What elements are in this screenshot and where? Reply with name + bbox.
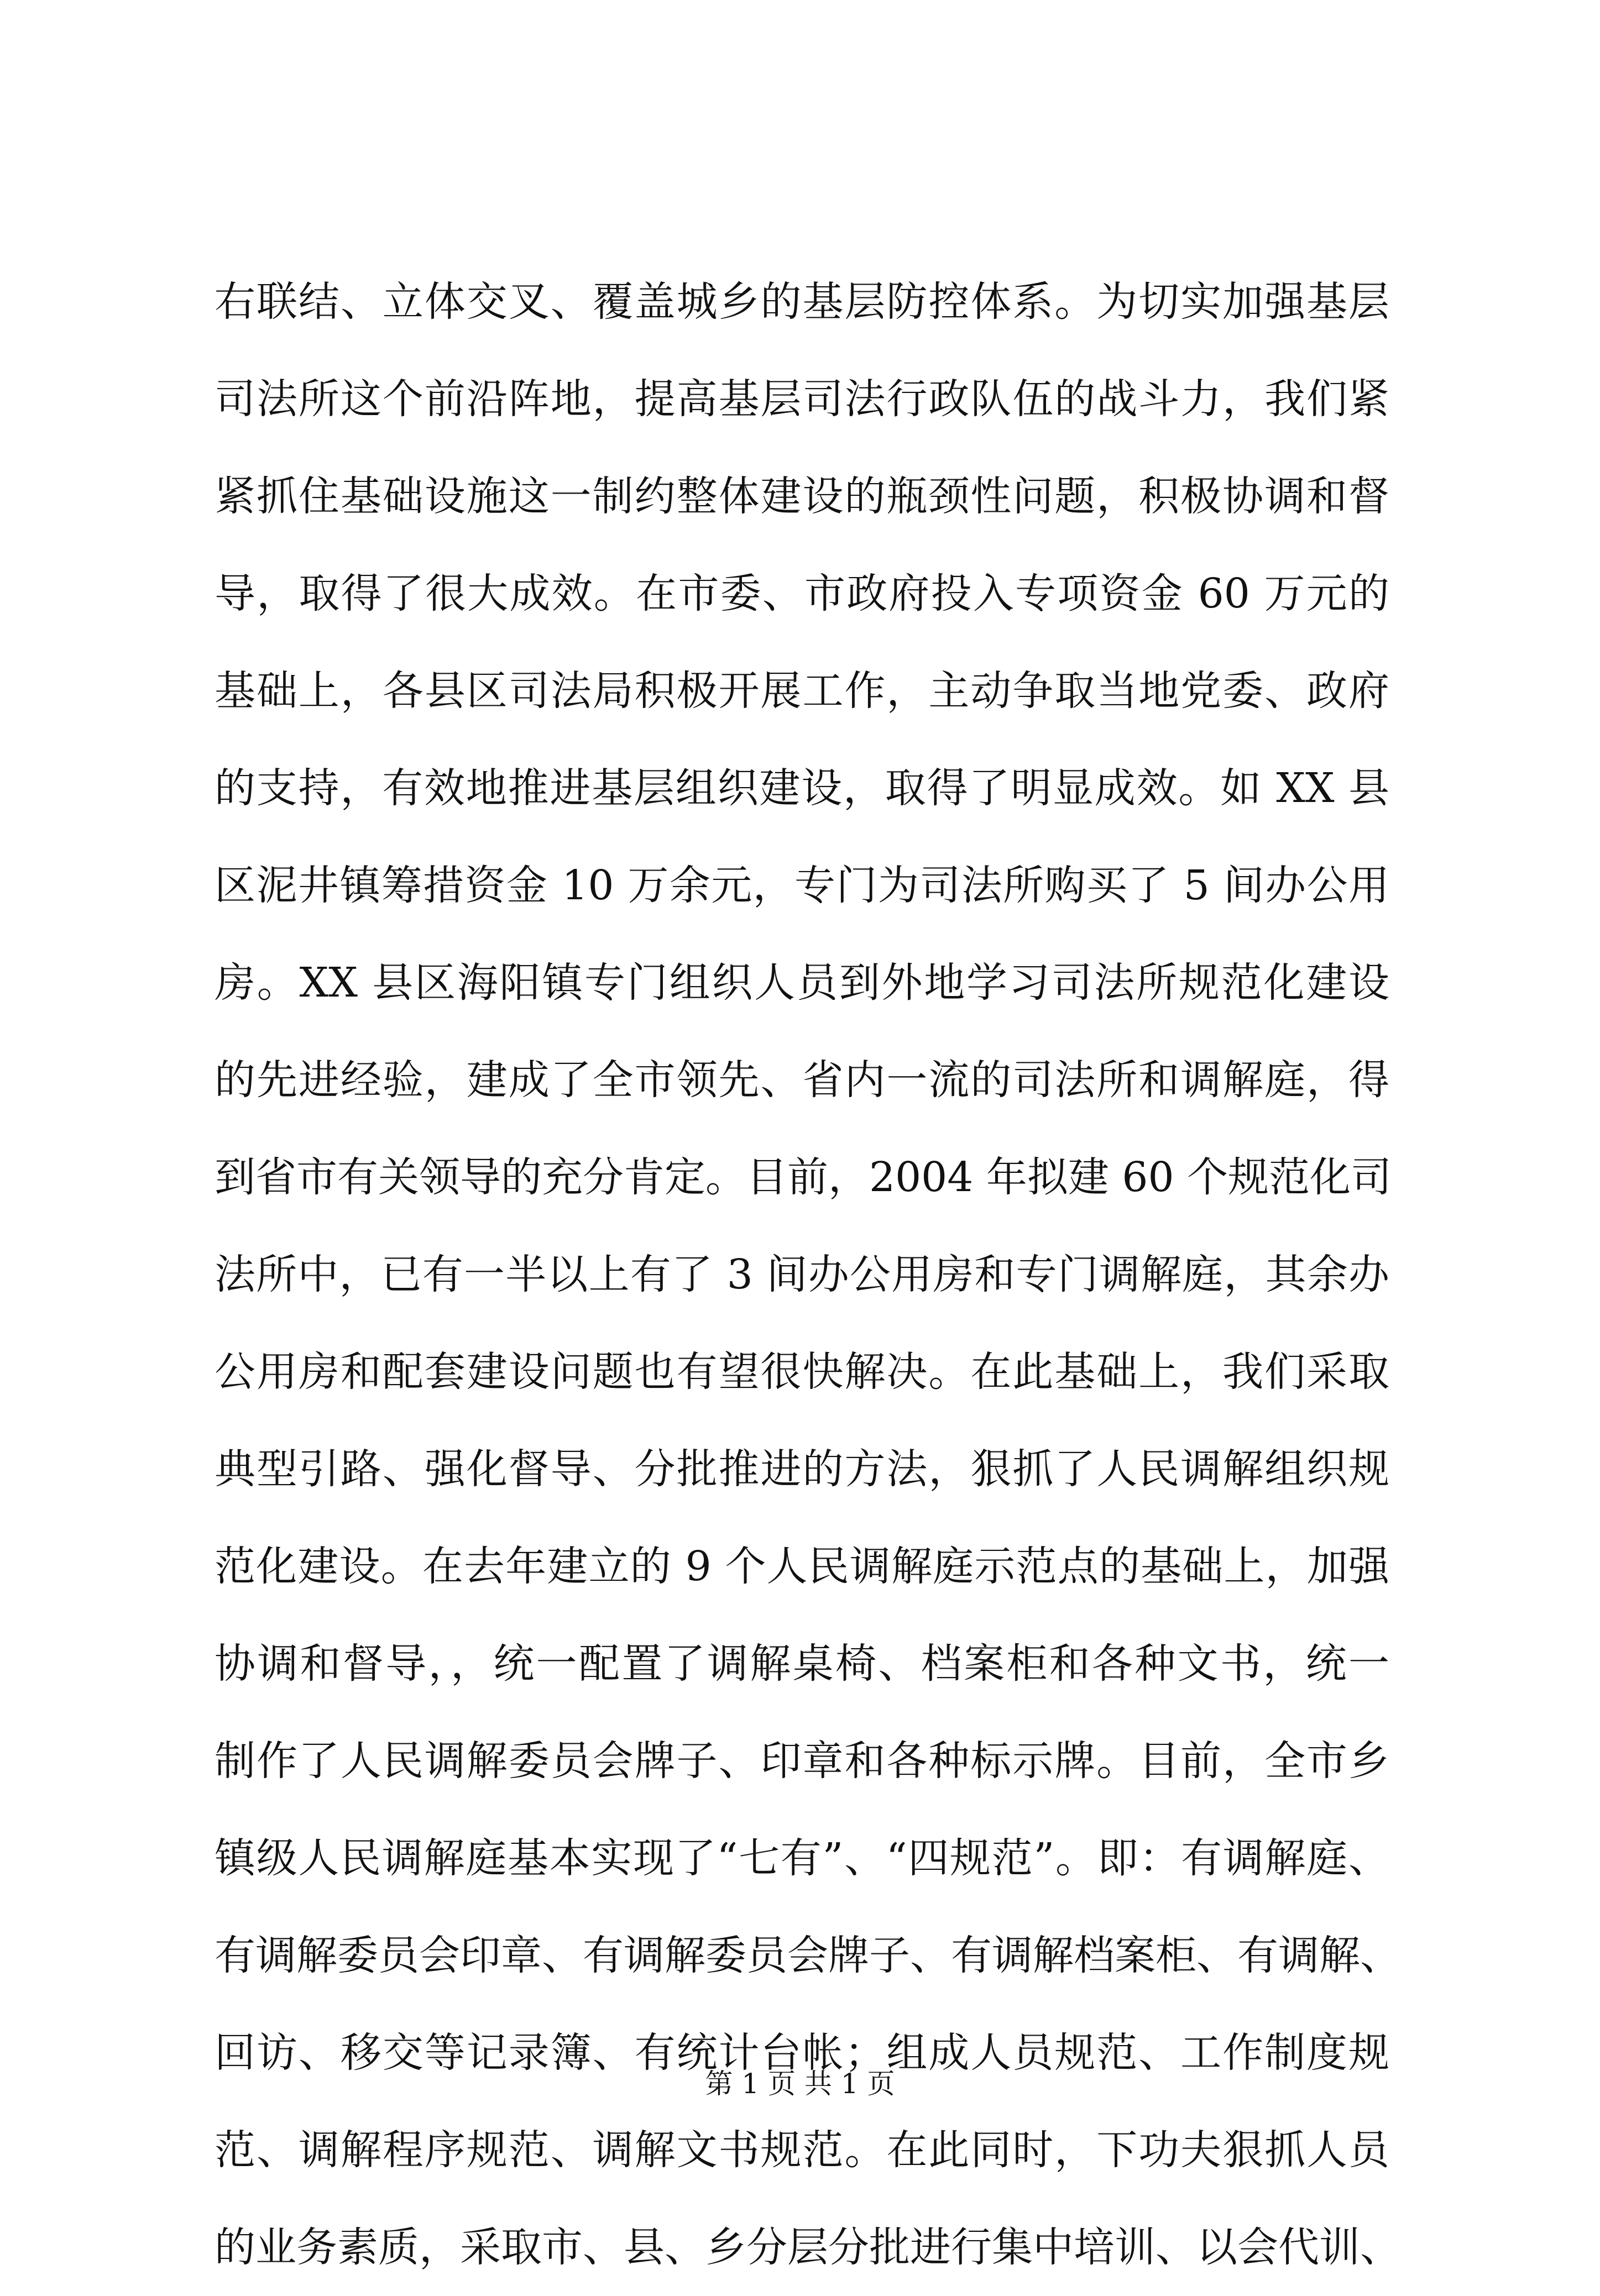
text-line: 法所中，已有一半以上有了 3 间办公用房和专门调解庭，其余办	[215, 1251, 1389, 1298]
text-line: 协调和督导，，统一配置了调解桌椅、档案柜和各种文书，统一	[215, 1640, 1389, 1687]
text-line: 的先进经验，建成了全市领先、省内一流的司法所和调解庭，得	[215, 1056, 1389, 1104]
text-line: 房。XX 县区海阳镇专门组织人员到外地学习司法所规范化建设	[215, 959, 1389, 1007]
text-line: 有调解委员会印章、有调解委员会牌子、有调解档案柜、有调解、	[215, 1932, 1401, 1979]
text-line: 司法所这个前沿阵地，提高基层司法行政队伍的战斗力，我们紧	[215, 375, 1389, 423]
text-line: 制作了人民调解委员会牌子、印章和各种标示牌。目前，全市乡	[215, 1737, 1389, 1785]
text-line: 典型引路、强化督导、分批推进的方法，狠抓了人民调解组织规	[215, 1445, 1389, 1493]
text-line: 到省市有关领导的充分肯定。目前，2004 年拟建 60 个规范化司	[215, 1154, 1392, 1201]
text-line: 紧抓住基础设施这一制约整体建设的瓶颈性问题，积极协调和督	[215, 473, 1389, 520]
text-line: 基础上，各县区司法局积极开展工作，主动争取当地党委、政府	[215, 667, 1389, 715]
text-line: 范化建设。在去年建立的 9 个人民调解庭示范点的基础上，加强	[215, 1543, 1389, 1590]
text-line: 的业务素质，采取市、县、乡分层分批进行集中培训、以会代训、	[215, 2224, 1401, 2271]
text-line: 的支持，有效地推进基层组织建设，取得了明显成效。如 XX 县	[215, 764, 1389, 812]
page-footer: 第 1 页 共 1 页	[705, 2068, 895, 2100]
text-line: 范、调解程序规范、调解文书规范。在此同时，下功夫狠抓人员	[215, 2126, 1389, 2174]
body-text	[215, 253, 1401, 2296]
text-line: 右联结、立体交叉、覆盖城乡的基层防控体系。为切实加强基层	[215, 278, 1389, 326]
text-line: 回访、移交等记录簿、有统计台帐；组成人员规范、工作制度规	[215, 2029, 1389, 2077]
text-line: 导，取得了很大成效。在市委、市政府投入专项资金 60 万元的	[215, 570, 1389, 617]
text-line: 区泥井镇筹措资金 10 万余元，专门为司法所购买了 5 间办公用	[215, 862, 1389, 909]
text-line: 公用房和配套建设问题也有望很快解决。在此基础上，我们采取	[215, 1348, 1389, 1396]
text-line: 镇级人民调解庭基本实现了“七有”、“四规范”。即：有调解庭、	[215, 1834, 1389, 1882]
